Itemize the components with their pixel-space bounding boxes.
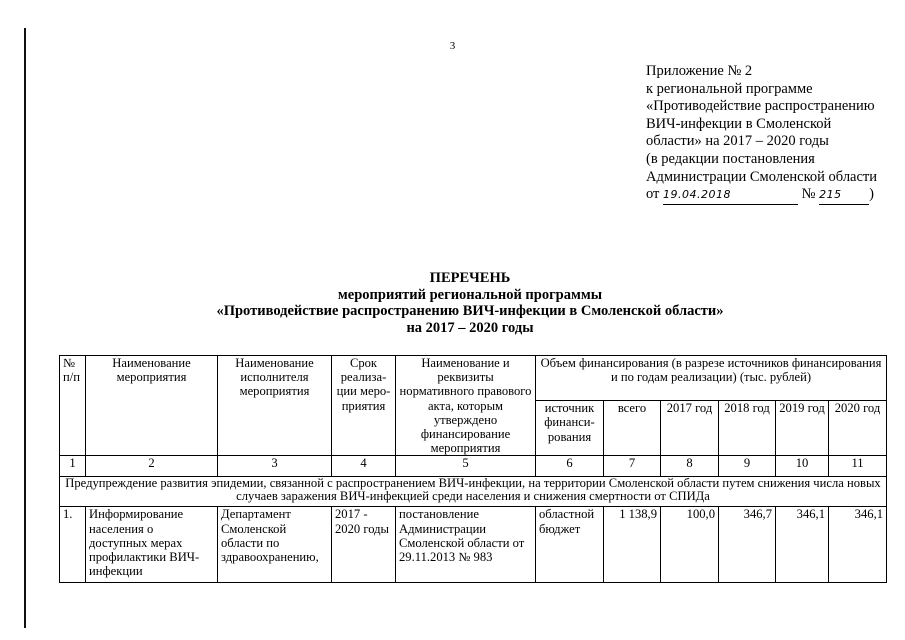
column-number: 3 — [218, 456, 332, 477]
row-2017: 100,0 — [661, 507, 719, 583]
appendix-line: (в редакции постановления — [646, 150, 815, 167]
column-number-row — [60, 456, 887, 477]
close-paren: ) — [869, 186, 874, 203]
row-executor: Департамент Смоленской области по здравоохранению, — [218, 507, 332, 583]
header-term: Срок реализа-ции меро-приятия — [332, 356, 396, 456]
appendix-line: Приложение № 2 — [646, 63, 753, 79]
column-number: 8 — [661, 456, 719, 477]
appendix-block — [646, 63, 896, 205]
header-num: № п/п — [60, 356, 86, 456]
header-2020: 2020 год — [829, 401, 887, 456]
appendix-line: Администрации Смоленской области — [646, 168, 878, 185]
from-label: от — [646, 186, 660, 203]
header-row — [60, 356, 887, 401]
section-row — [60, 477, 887, 507]
header-funding: Объем финансирования (в разрезе источников финансирования и по годам реализации) (тыс. рублей) — [536, 356, 887, 401]
number-label: № — [801, 186, 816, 203]
table-row — [60, 507, 887, 583]
title-line: мероприятий региональной программы — [337, 286, 603, 303]
document-title — [0, 270, 905, 336]
header-source: источник финанси-рования — [536, 401, 604, 456]
row-2019: 346,1 — [776, 507, 829, 583]
handwritten-date: 19.04.2018 — [663, 186, 798, 205]
column-number: 2 — [86, 456, 218, 477]
appendix-date-line — [646, 186, 896, 205]
row-term: 2017 - 2020 годы — [332, 507, 396, 583]
header-total: всего — [604, 401, 661, 456]
header-executor: Наименование исполнителя мероприятия — [218, 356, 332, 456]
section-title: Предупреждение развития эпидемии, связанной с распространением ВИЧ-инфекции, на территории Смоленской области путем снижения числа новых случаев заражения ВИЧ-инфекцией среди населения и снижения смертности от СПИДа — [60, 477, 887, 507]
header-act: Наименование и реквизиты нормативного правового акта, которым утверждено финансирование мероприятия — [396, 356, 536, 456]
column-number: 1 — [60, 456, 86, 477]
column-number: 4 — [332, 456, 396, 477]
activities-table — [59, 355, 887, 583]
column-number: 6 — [536, 456, 604, 477]
page-number: 3 — [449, 40, 456, 52]
header-2017: 2017 год — [661, 401, 719, 456]
appendix-line: области» на 2017 – 2020 годы — [646, 133, 829, 150]
row-source: областной бюджет — [536, 507, 604, 583]
column-number: 11 — [829, 456, 887, 477]
row-num: 1. — [60, 507, 86, 583]
row-2018: 346,7 — [719, 507, 776, 583]
header-2018: 2018 год — [719, 401, 776, 456]
appendix-line: ВИЧ-инфекции в Смоленской — [646, 115, 832, 132]
title-line: ПЕРЕЧЕНЬ — [429, 270, 511, 286]
row-total: 1 138,9 — [604, 507, 661, 583]
row-name: Информирование населения о доступных мерах профилактики ВИЧ-инфекции — [86, 507, 218, 583]
title-line: на 2017 – 2020 годы — [406, 319, 534, 336]
appendix-line: к региональной программе — [646, 80, 813, 97]
row-2020: 346,1 — [829, 507, 887, 583]
header-name: Наименование мероприятия — [86, 356, 218, 456]
row-act: постановление Администрации Смоленской области от 29.11.2013 № 983 — [396, 507, 536, 583]
handwritten-number: 215 — [819, 186, 869, 205]
appendix-line: «Противодействие распространению — [646, 98, 875, 115]
column-number: 5 — [396, 456, 536, 477]
column-number: 7 — [604, 456, 661, 477]
column-number: 9 — [719, 456, 776, 477]
column-number: 10 — [776, 456, 829, 477]
title-line: «Противодействие распространению ВИЧ-инфекции в Смоленской области» — [216, 303, 724, 319]
header-2019: 2019 год — [776, 401, 829, 456]
